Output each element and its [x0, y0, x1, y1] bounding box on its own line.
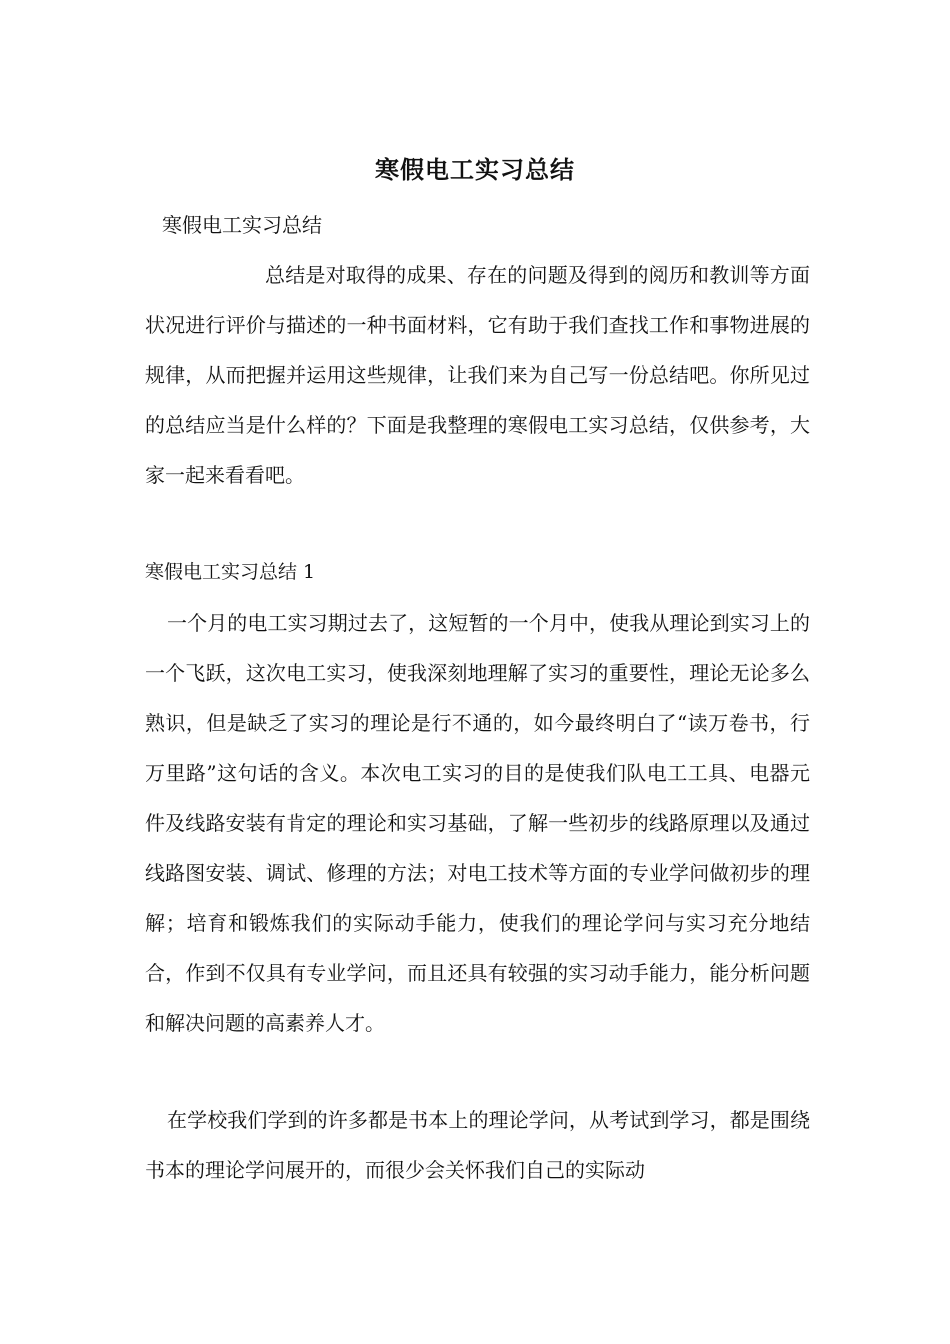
body-paragraph: 在学校我们学到的许多都是书本上的理论学问，从考试到学习，都是围绕书本的理论学问展开的，而很少会关怀我们自己的实际动	[145, 1108, 810, 1182]
intro-paragraph: 总结是对取得的成果、存在的问题及得到的阅历和教训等方面状况进行评价与描述的一种书面材料，它有助于我们查找工作和事物进展的规律，从而把握并运用这些规律，让我们来为自己写一份总结吧。你所见过的总结应当是什么样的？下面是我整理的寒假电工实习总结，仅供参考，大家一起来看看吧。	[145, 263, 810, 487]
section-heading: 寒假电工实习总结 1	[145, 561, 316, 583]
body-paragraph: 一个月的电工实习期过去了，这短暂的一个月中，使我从理论到实习上的一个飞跃，这次电工实习，使我深刻地理解了实习的重要性，理论无论多么熟识，但是缺乏了实习的理论是行不通的，如今最终明白了“读万卷书，行万里路”这句话的含义。本次电工实习的目的是使我们队电工工具、电器元件及线路安装有肯定的理论和实习基础，了解一些初步的线路原理以及通过线路图安装、调试、修理的方法；对电工技术等方面的专业学问做初步的理解；培育和锻炼我们的实际动手能力，使我们的理论学问与实习充分地结合，作到不仅具有专业学问，而且还具有较强的实习动手能力，能分析问题和解决问题的高素养人才。	[145, 611, 810, 1035]
document-subtitle: 寒假电工实习总结	[162, 213, 322, 237]
document-title: 寒假电工实习总结	[375, 155, 575, 184]
